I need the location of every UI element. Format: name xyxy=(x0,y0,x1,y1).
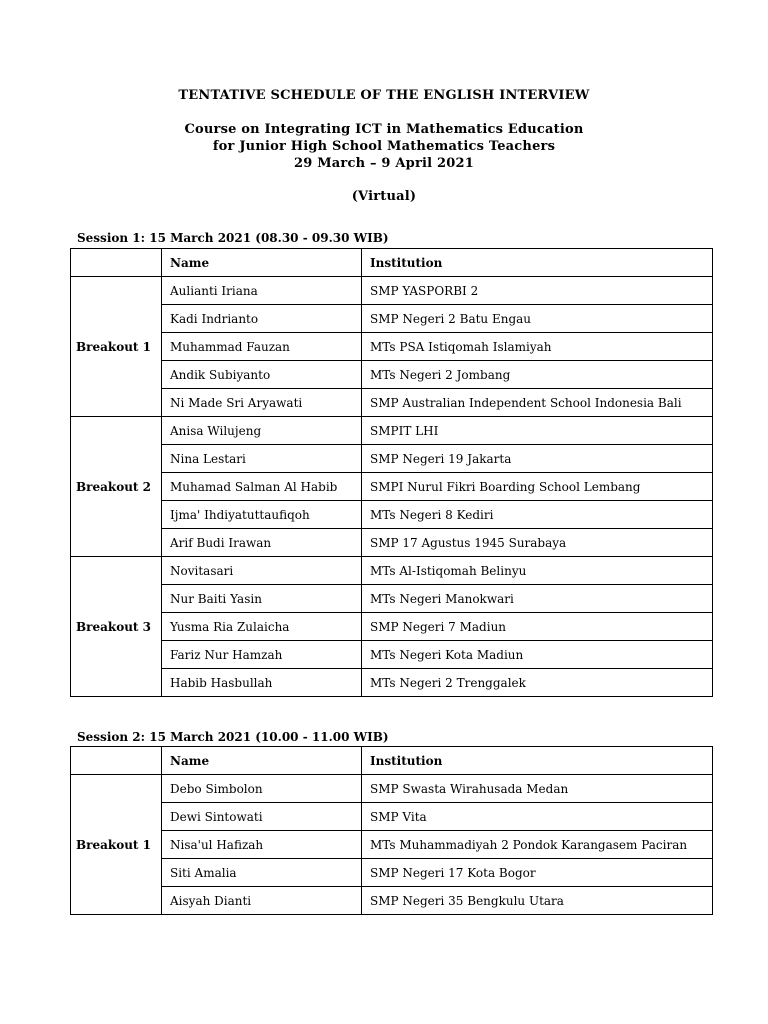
table-row xyxy=(71,305,713,333)
participant-institution: MTs Negeri Manokwari xyxy=(362,585,713,613)
course-mode: (Virtual) xyxy=(351,189,417,204)
participant-name: Nur Baiti Yasin xyxy=(162,585,362,613)
course-title-line-1: Course on Integrating ICT in Mathematics Education xyxy=(184,122,584,137)
session-1-heading: Session 1: 15 March 2021 (08.30 - 09.30 WIB) xyxy=(77,231,389,245)
participant-institution: SMPIT LHI xyxy=(362,417,713,445)
participant-institution: MTs PSA Istiqomah Islamiyah xyxy=(362,333,713,361)
table-row xyxy=(71,277,713,305)
table-row xyxy=(71,775,713,803)
participant-name: Debo Simbolon xyxy=(162,775,362,803)
course-title-line-2: for Junior High School Mathematics Teachers xyxy=(212,139,556,154)
column-header-institution: Institution xyxy=(362,747,713,775)
participant-institution: SMP 17 Agustus 1945 Surabaya xyxy=(362,529,713,557)
participant-institution: MTs Negeri 8 Kediri xyxy=(362,501,713,529)
breakout-label: Breakout 2 xyxy=(71,417,162,557)
participant-name: Kadi Indrianto xyxy=(162,305,362,333)
participant-institution: MTs Al-Istiqomah Belinyu xyxy=(362,557,713,585)
participant-name: Novitasari xyxy=(162,557,362,585)
breakout-label: Breakout 3 xyxy=(71,557,162,697)
course-dates: 29 March – 9 April 2021 xyxy=(294,156,474,171)
column-header-breakout xyxy=(71,249,162,277)
participant-name: Siti Amalia xyxy=(162,859,362,887)
participant-name: Muhammad Fauzan xyxy=(162,333,362,361)
table-row xyxy=(71,361,713,389)
table-row xyxy=(71,585,713,613)
participant-institution: SMP YASPORBI 2 xyxy=(362,277,713,305)
table-row xyxy=(71,473,713,501)
table-row xyxy=(71,333,713,361)
participant-name: Aulianti Iriana xyxy=(162,277,362,305)
table-header-row xyxy=(71,747,713,775)
session-2-heading: Session 2: 15 March 2021 (10.00 - 11.00 WIB) xyxy=(77,730,389,744)
participant-name: Andik Subiyanto xyxy=(162,361,362,389)
participant-institution: SMP Negeri 7 Madiun xyxy=(362,613,713,641)
table-row xyxy=(71,557,713,585)
participant-name: Muhamad Salman Al Habib xyxy=(162,473,362,501)
table-header-row xyxy=(71,249,713,277)
document-title: TENTATIVE SCHEDULE OF THE ENGLISH INTERVIEW xyxy=(178,88,590,103)
participant-institution: MTs Negeri Kota Madiun xyxy=(362,641,713,669)
participant-name: Habib Hasbullah xyxy=(162,669,362,697)
participant-institution: MTs Negeri 2 Jombang xyxy=(362,361,713,389)
participant-name: Ijma' Ihdiyatuttaufiqoh xyxy=(162,501,362,529)
table-row xyxy=(71,669,713,697)
participant-institution: SMP Australian Independent School Indonesia Bali xyxy=(362,389,713,417)
participant-name: Anisa Wilujeng xyxy=(162,417,362,445)
table-row xyxy=(71,529,713,557)
participant-institution: SMP Negeri 19 Jakarta xyxy=(362,445,713,473)
participant-institution: SMP Swasta Wirahusada Medan xyxy=(362,775,713,803)
participant-name: Fariz Nur Hamzah xyxy=(162,641,362,669)
table-row xyxy=(71,613,713,641)
table-row xyxy=(71,501,713,529)
participant-name: Yusma Ria Zulaicha xyxy=(162,613,362,641)
participant-institution: SMPI Nurul Fikri Boarding School Lembang xyxy=(362,473,713,501)
participant-name: Ni Made Sri Aryawati xyxy=(162,389,362,417)
table-row xyxy=(71,887,713,915)
session-1-table xyxy=(70,248,713,697)
participant-name: Arif Budi Irawan xyxy=(162,529,362,557)
breakout-label: Breakout 1 xyxy=(71,277,162,417)
column-header-institution: Institution xyxy=(362,249,713,277)
participant-institution: MTs Muhammadiyah 2 Pondok Karangasem Paciran xyxy=(362,831,713,859)
breakout-label: Breakout 1 xyxy=(71,775,162,915)
table-row xyxy=(71,445,713,473)
participant-institution: SMP Negeri 35 Bengkulu Utara xyxy=(362,887,713,915)
participant-name: Nina Lestari xyxy=(162,445,362,473)
participant-institution: SMP Negeri 17 Kota Bogor xyxy=(362,859,713,887)
participant-institution: MTs Negeri 2 Trenggalek xyxy=(362,669,713,697)
table-row xyxy=(71,803,713,831)
column-header-name: Name xyxy=(162,249,362,277)
table-row xyxy=(71,417,713,445)
participant-name: Aisyah Dianti xyxy=(162,887,362,915)
table-row xyxy=(71,389,713,417)
table-row xyxy=(71,859,713,887)
participant-institution: SMP Negeri 2 Batu Engau xyxy=(362,305,713,333)
column-header-breakout xyxy=(71,747,162,775)
table-row xyxy=(71,641,713,669)
participant-institution: SMP Vita xyxy=(362,803,713,831)
session-2-table xyxy=(70,746,713,915)
participant-name: Nisa'ul Hafizah xyxy=(162,831,362,859)
table-row xyxy=(71,831,713,859)
participant-name: Dewi Sintowati xyxy=(162,803,362,831)
column-header-name: Name xyxy=(162,747,362,775)
